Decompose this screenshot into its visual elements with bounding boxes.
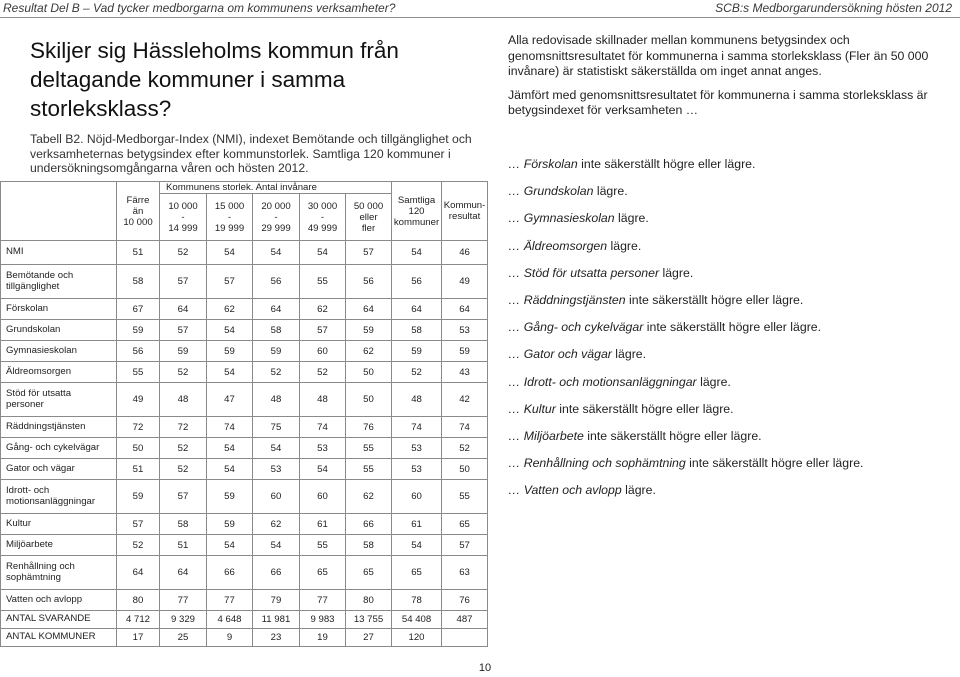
value-cell: 76 [442,590,488,611]
comparison-area: … Gymnasieskolan [508,211,615,226]
value-cell: 55 [300,265,346,299]
row-label: ANTAL SVARANDE [1,611,117,629]
value-cell: 50 [346,362,392,383]
value-cell: 60 [300,480,346,514]
value-cell: 61 [392,514,442,535]
comparison-area: … Stöd för utsatta personer [508,265,660,280]
value-cell: 19 [300,629,346,647]
value-cell: 79 [253,590,300,611]
value-cell: 57 [117,514,160,535]
value-cell: 52 [442,438,488,459]
value-cell: 66 [207,556,253,590]
running-header [0,0,960,18]
value-cell: 74 [300,417,346,438]
value-cell: 60 [253,480,300,514]
intro-paragraph: Alla redovisade skillnader mellan kommunens betygsindex och genomsnittsresultatet för kommunerna i samma storleksklass (Fler än 50 000 invånare) är statistiskt säkerställda om inget annat anges. [508,33,929,78]
value-cell: 64 [160,299,207,320]
analysis-text [508,33,953,119]
value-cell: 74 [207,417,253,438]
value-cell: 54 [300,241,346,265]
value-cell: 9 329 [160,611,207,629]
value-cell: 58 [160,514,207,535]
value-cell: 120 [392,629,442,647]
value-cell: 58 [346,535,392,556]
value-cell: 58 [253,320,300,341]
value-cell: 52 [160,362,207,383]
value-cell: 63 [442,556,488,590]
value-cell: 77 [300,590,346,611]
comparison-item [508,184,628,198]
value-cell: 72 [117,417,160,438]
value-cell: 59 [207,514,253,535]
value-cell: 80 [117,590,160,611]
value-cell: 54 [207,438,253,459]
value-cell: 74 [442,417,488,438]
row-label: ANTAL KOMMUNER [1,629,117,647]
value-cell: 53 [392,459,442,480]
value-cell: 64 [346,299,392,320]
row-label: Gator och vägar [1,459,117,480]
comparison-item [508,239,641,253]
value-cell: 57 [300,320,346,341]
value-cell: 51 [117,459,160,480]
value-cell: 52 [160,459,207,480]
value-cell: 52 [300,362,346,383]
table-row [1,341,488,362]
table-row [1,611,488,629]
value-cell: 50 [346,383,392,417]
row-label: Vatten och avlopp [1,590,117,611]
row-label: Förskolan [1,299,117,320]
value-cell: 54 408 [392,611,442,629]
value-cell: 67 [117,299,160,320]
page-heading: Skiljer sig Hässleholms kommun från deltagande kommuner i samma storleksklass? [30,38,399,121]
value-cell: 59 [392,341,442,362]
size-col-2: 15 000 - 19 999 [207,194,253,241]
row-label: Gymnasieskolan [1,341,117,362]
comparison-area: … Vatten och avlopp [508,483,622,498]
value-cell: 61 [300,514,346,535]
comparison-area: … Gång- och cykelvägar [508,320,644,335]
value-cell: 53 [392,438,442,459]
value-cell: 54 [207,241,253,265]
value-cell: 55 [117,362,160,383]
value-cell: 62 [207,299,253,320]
page-number: 10 [478,662,492,674]
row-label: Gång- och cykelvägar [1,438,117,459]
comparison-area: … Renhållning och sophämtning [508,456,686,471]
table-row [1,417,488,438]
table-row [1,535,488,556]
value-cell: 17 [117,629,160,647]
table-row [1,556,488,590]
value-cell: 56 [392,265,442,299]
row-label: Kultur [1,514,117,535]
value-cell: 57 [160,320,207,341]
value-cell: 46 [442,241,488,265]
value-cell: 23 [253,629,300,647]
row-label: Miljöarbete [1,535,117,556]
value-cell: 75 [253,417,300,438]
index-table [0,181,488,647]
value-cell: 60 [392,480,442,514]
value-cell: 56 [346,265,392,299]
table-row [1,241,488,265]
value-cell: 55 [442,480,488,514]
comparison-item [508,402,734,416]
value-cell: 27 [346,629,392,647]
comparison-item [508,211,649,225]
value-cell: 52 [392,362,442,383]
table-row [1,265,488,299]
value-cell: 58 [117,265,160,299]
value-cell: 43 [442,362,488,383]
value-cell: 59 [346,320,392,341]
value-cell: 54 [207,362,253,383]
value-cell: 50 [442,459,488,480]
value-cell: 64 [117,556,160,590]
col-total-header: Samtliga 120 kommuner [392,182,442,241]
value-cell: 9 [207,629,253,647]
value-cell: 76 [346,417,392,438]
table-row [1,514,488,535]
value-cell: 54 [300,459,346,480]
table-row [1,438,488,459]
value-cell: 59 [207,341,253,362]
value-cell: 53 [442,320,488,341]
comparison-result: lägre. [611,347,647,362]
value-cell: 49 [442,265,488,299]
table-row [1,590,488,611]
value-cell: 64 [253,299,300,320]
value-cell: 54 [253,535,300,556]
comparison-area: … Miljöarbete [508,429,584,443]
value-cell: 48 [160,383,207,417]
comparison-item [508,266,693,280]
comparison-result: inte säkerställt högre eller lägre. [583,429,762,443]
value-cell: 59 [160,341,207,362]
table-row [1,383,488,417]
value-cell: 52 [253,362,300,383]
value-cell: 4 712 [117,611,160,629]
size-col-3: 20 000 - 29 999 [253,194,300,241]
value-cell: 42 [442,383,488,417]
value-cell: 59 [117,480,160,514]
table-row [1,629,488,647]
table-row [1,459,488,480]
table-caption: Tabell B2. Nöjd-Medborgar-Index (NMI), indexet Bemötande och tillgänglighet och verksamheternas betygsindex efter kommunstorlek. Samtliga 120 kommuner i undersökningsomgångarna våren och hösten 2012. [30,132,472,175]
comparison-intro: Jämfört med genomsnittsresultatet för kommunerna i samma storleksklass är betygsindexet för verksamheten … [508,87,928,117]
value-cell: 51 [160,535,207,556]
comparison-result: lägre. [607,238,642,253]
value-cell: 48 [253,383,300,417]
comparison-result: inte säkerställt högre eller lägre. [685,456,864,471]
comparison-area: … Gator och vägar [508,347,612,362]
comparison-item [508,483,656,497]
value-cell: 66 [253,556,300,590]
comparison-item [508,429,762,443]
row-label: NMI [1,241,117,265]
value-cell: 57 [160,265,207,299]
value-cell: 59 [207,480,253,514]
comparison-item [508,375,731,389]
value-cell: 65 [300,556,346,590]
value-cell: 48 [392,383,442,417]
comparison-result: lägre. [621,483,656,498]
comparison-item [508,293,803,307]
value-cell: 58 [392,320,442,341]
comparison-result: lägre. [614,211,649,226]
value-cell: 47 [207,383,253,417]
value-cell: 65 [442,514,488,535]
col-kommun-header: Kommun- resultat [442,182,488,241]
comparison-result: inte säkerställt högre eller lägre. [643,320,822,335]
size-col-1: 10 000 - 14 999 [160,194,207,241]
row-label: Grundskolan [1,320,117,341]
row-label: Äldreomsorgen [1,362,117,383]
row-label: Idrott- och motionsanläggningar [1,480,117,514]
value-cell: 54 [392,535,442,556]
value-cell: 4 648 [207,611,253,629]
table-row [1,299,488,320]
value-cell: 65 [346,556,392,590]
value-cell: 57 [442,535,488,556]
value-cell: 54 [253,241,300,265]
value-cell: 54 [392,241,442,265]
comparison-item [508,320,821,334]
value-cell: 60 [300,341,346,362]
table-row [1,480,488,514]
value-cell: 50 [117,438,160,459]
size-col-0: Färre än 10 000 [117,182,160,241]
table-corner-cell [1,182,117,241]
value-cell: 80 [346,590,392,611]
value-cell: 62 [300,299,346,320]
row-label: Stöd för utsatta personer [1,383,117,417]
group-header: Kommunens storlek. Antal invånare [160,182,392,194]
value-cell: 51 [117,241,160,265]
value-cell: 77 [160,590,207,611]
value-cell: 59 [253,341,300,362]
value-cell: 59 [117,320,160,341]
value-cell: 55 [300,535,346,556]
value-cell: 57 [207,265,253,299]
value-cell: 25 [160,629,207,647]
value-cell: 62 [253,514,300,535]
size-col-4: 30 000 - 49 999 [300,194,346,241]
value-cell: 53 [300,438,346,459]
table-row [1,362,488,383]
value-cell: 55 [346,438,392,459]
comparison-area: … Kultur [508,401,556,416]
comparison-item [508,347,646,361]
value-cell: 55 [346,459,392,480]
row-label: Räddningstjänsten [1,417,117,438]
comparison-area: … Grundskolan [508,184,594,199]
value-cell: 57 [346,241,392,265]
value-cell: 64 [442,299,488,320]
value-cell: 49 [117,383,160,417]
row-label: Bemötande och tillgänglighet [1,265,117,299]
size-col-5: 50 000 eller fler [346,194,392,241]
row-label: Renhållning och sophämtning [1,556,117,590]
value-cell: 64 [160,556,207,590]
value-cell: 54 [207,459,253,480]
comparison-area: … Räddningstjänsten [508,293,626,307]
value-cell: 52 [160,438,207,459]
value-cell: 62 [346,480,392,514]
value-cell: 54 [207,320,253,341]
value-cell: 54 [253,438,300,459]
header-left-title: Resultat Del B – Vad tycker medborgarna om kommunens verksamheter? [3,1,396,15]
value-cell: 11 981 [253,611,300,629]
comparison-result: inte säkerställt högre eller lägre. [625,293,804,307]
value-cell: 78 [392,590,442,611]
comparison-result: lägre. [659,265,694,280]
value-cell: 56 [117,341,160,362]
value-cell: 62 [346,341,392,362]
value-cell: 72 [160,417,207,438]
comparison-result: lägre. [593,184,628,199]
header-right-title: SCB:s Medborgarundersökning hösten 2012 [715,1,952,15]
value-cell: 52 [117,535,160,556]
comparison-result: lägre. [696,374,731,389]
value-cell: 54 [207,535,253,556]
value-cell [442,629,488,647]
value-cell: 59 [442,341,488,362]
value-cell: 57 [160,480,207,514]
value-cell: 13 755 [346,611,392,629]
comparison-item [508,157,755,171]
value-cell: 65 [392,556,442,590]
value-cell: 77 [207,590,253,611]
value-cell: 56 [253,265,300,299]
value-cell: 53 [253,459,300,480]
comparison-area: … Idrott- och motionsanläggningar [508,374,697,389]
comparison-area: … Äldreomsorgen [508,238,608,253]
table-row [1,320,488,341]
value-cell: 52 [160,241,207,265]
value-cell: 66 [346,514,392,535]
value-cell: 48 [300,383,346,417]
comparison-area: … Förskolan [508,157,578,171]
comparison-result: inte säkerställt högre eller lägre. [577,157,756,171]
value-cell: 487 [442,611,488,629]
value-cell: 74 [392,417,442,438]
value-cell: 64 [392,299,442,320]
comparison-result: inte säkerställt högre eller lägre. [555,401,734,416]
value-cell: 9 983 [300,611,346,629]
comparison-item [508,456,863,470]
